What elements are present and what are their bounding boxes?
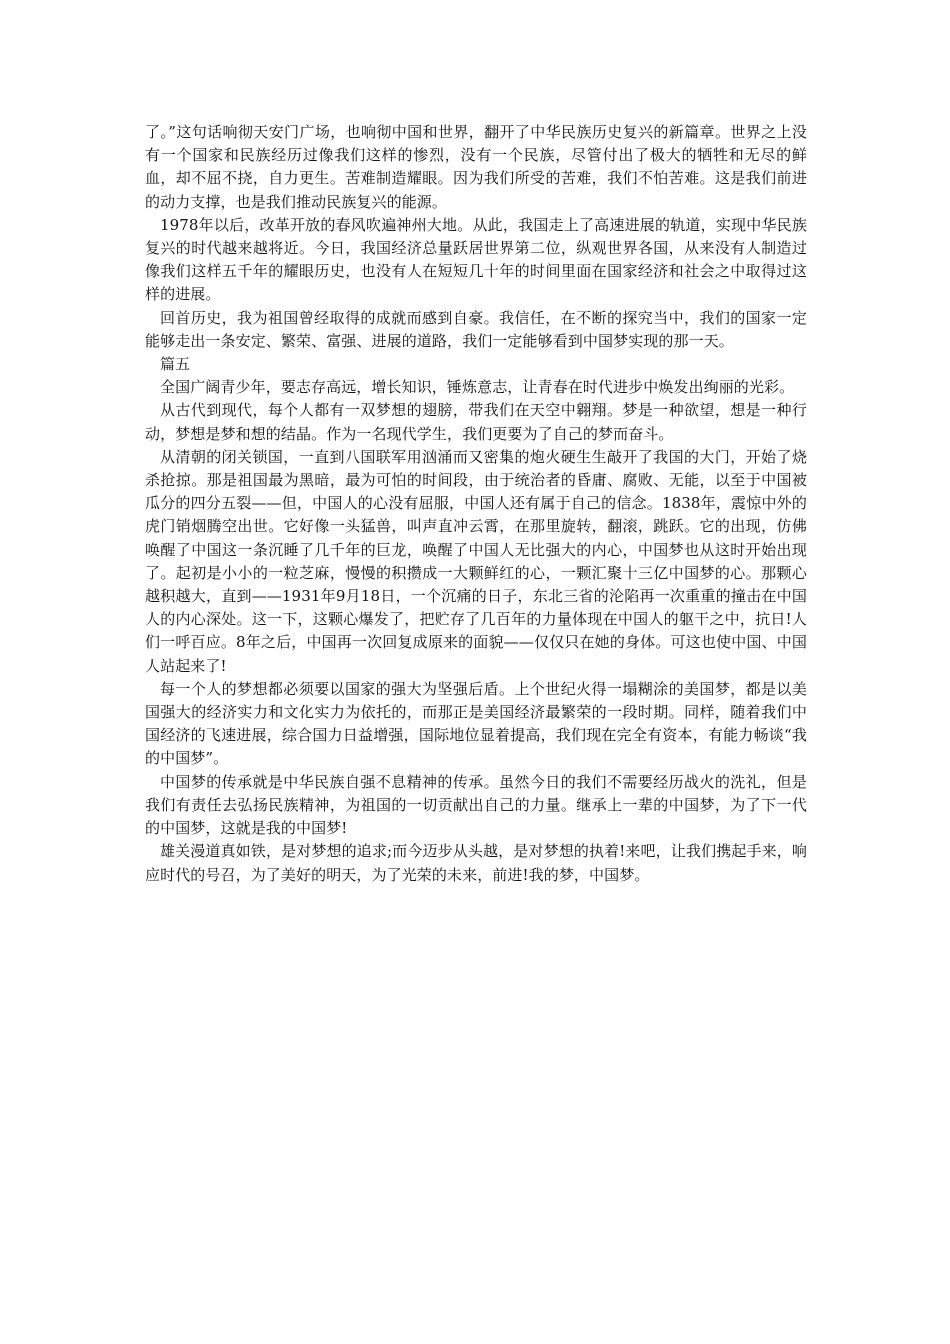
section-heading: 篇五	[160, 355, 191, 374]
paragraph-continuation: 了。”这句话响彻天安门广场，也响彻中国和世界，翻开了中华民族历史复兴的新篇章。世界之上没有一个国家和民族经历过像我们这样的惨烈，没有一个民族，尽管付出了极大的牺牲和无尽的鲜血，却不屈不挠，自力更生。苦难制造耀眼。因为我们所受的苦难，我们不怕苦难。这是我们前进的动力支撑，也是我们推动民族复兴的能源。	[145, 123, 807, 211]
paragraph-conclusion: 雄关漫道真如铁，是对梦想的追求;而今迈步从头越，是对梦想的执着!来吧，让我们携起手来，响应时代的号召，为了美好的明天，为了光荣的未来，前进!我的梦，中国梦。	[145, 842, 807, 884]
paragraph-inheritance: 中国梦的传承就是中华民族自强不息精神的传承。虽然今日的我们不需要经历战火的洗礼，但是我们有责任去弘扬民族精神，为祖国的一切贡献出自己的力量。继承上一辈的中国梦，为了下一代的中国梦，这就是我的中国梦!	[145, 772, 807, 838]
paragraph-dream-wings: 从古代到现代，每个人都有一双梦想的翅膀，带我们在天空中翱翔。梦是一种欲望，想是一种行动，梦想是梦和想的结晶。作为一名现代学生，我们更要为了自己的梦而奋斗。	[145, 401, 807, 443]
paragraph-national-strength: 每一个人的梦想都必须要以国家的强大为坚强后盾。上个世纪火得一塌糊涂的美国梦，都是以美国强大的经济实力和文化实力为依托的，而那正是美国经济最繁荣的一段时期。同样，随着我们中国经济的飞速进展，综合国力日益增强，国际地位显着提高，我们现在完全有资本，有能力畅谈“我的中国梦”。	[145, 679, 807, 768]
paragraph-youth: 全国广阔青少年，要志存高远，增长知识，锤炼意志，让青春在时代进步中焕发出绚丽的光彩。	[160, 378, 795, 397]
paragraph-reform-opening: 1978年以后，改革开放的春风吹遍神州大地。从此，我国走上了高速进展的轨道，实现中华民族复兴的时代越来越将近。今日，我国经济总量跃居世界第二位，纵观世界各国，从来没有人制造过像我们这样五千年的耀眼历史，也没有人在短短几十年的时间里面在国家经济和社会之中取得过这样的进展。	[145, 215, 807, 304]
document-body	[145, 121, 807, 887]
paragraph-look-back: 回首历史，我为祖国曾经取得的成就而感到自豪。我信任，在不断的探究当中，我们的国家一定能够走出一条安定、繁荣、富强、进展的道路，我们一定能够看到中国梦实现的那一天。	[145, 308, 807, 350]
paragraph-history: 从清朝的闭关锁国，一直到八国联军用汹涌而又密集的炮火硬生生敲开了我国的大门，开始了烧杀抢掠。那是祖国最为黑暗，最为可怕的时间段，由于统治者的昏庸、腐败、无能，以至于中国被瓜分的四分五裂——但，中国人的心没有屈服，中国人还有属于自己的信念。1838年，震惊中外的虎门销烟腾空出世。它好像一头猛兽，叫声直冲云霄，在那里旋转，翻滚，跳跃。它的出现，仿佛唤醒了中国这一条沉睡了几千年的巨龙，唤醒了中国人无比强大的内心，中国梦也从这时开始出现了。起初是小小的一粒芝麻，慢慢的积攒成一大颗鲜红的心，一颗汇聚十三亿中国梦的心。那颗心越积越大，直到——1931年9月18日，一个沉痛的日子，东北三省的沦陷再一次重重的撞击在中国人的内心深处。这一下，这颗心爆发了，把贮存了几百年的力量体现在中国人的躯干之中，抗日!人们一呼百应。8年之后，中国再一次回复成原来的面貌——仅仅只在她的身体。可这也使中国、中国人站起来了!	[145, 447, 807, 675]
